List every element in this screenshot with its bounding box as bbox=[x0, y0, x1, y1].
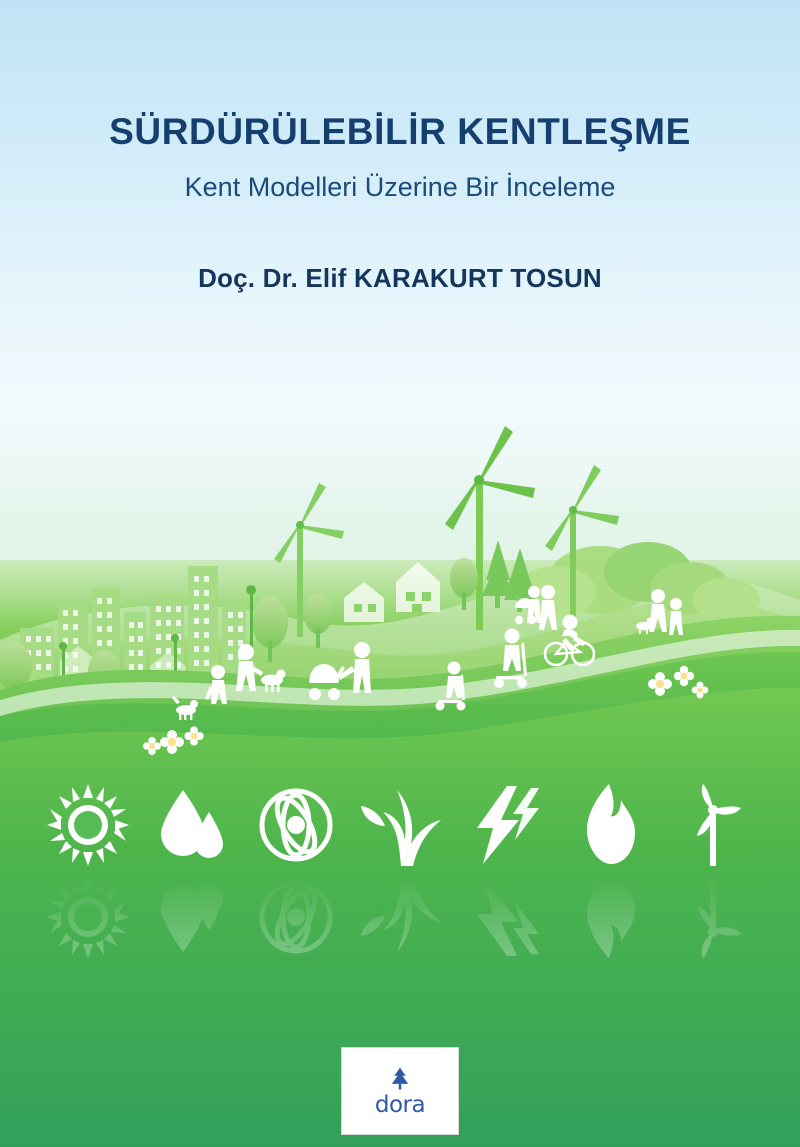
atom-icon-reflection bbox=[253, 874, 339, 960]
leaf-sprout-icon-reflection bbox=[357, 874, 443, 960]
sun-icon-reflection bbox=[45, 874, 131, 960]
wind-turbine-icon-reflection bbox=[669, 874, 755, 960]
publisher-logo bbox=[341, 1047, 459, 1135]
page-title: SÜRDÜRÜLEBİLİR KENTLEŞME bbox=[109, 111, 691, 152]
wind-turbine-icon bbox=[669, 782, 755, 868]
sun-icon bbox=[45, 782, 131, 868]
water-drop-icon-reflection bbox=[149, 874, 235, 960]
icon-cell-atom bbox=[253, 782, 339, 952]
icon-cell-leaf bbox=[357, 782, 443, 952]
lightning-bolt-icon bbox=[461, 782, 547, 868]
dora-bird-icon bbox=[387, 1066, 413, 1092]
atom-icon bbox=[253, 782, 339, 868]
icon-cell-lightning bbox=[461, 782, 547, 952]
lightning-bolt-icon-reflection bbox=[461, 874, 547, 960]
author-name: Doç. Dr. Elif KARAKURT TOSUN bbox=[198, 263, 602, 294]
icon-cell-wind bbox=[669, 782, 755, 952]
flame-icon bbox=[565, 782, 651, 868]
flame-icon-reflection bbox=[565, 874, 651, 960]
icon-cell-water bbox=[149, 782, 235, 952]
leaf-sprout-icon bbox=[357, 782, 443, 868]
icon-cell-flame bbox=[565, 782, 651, 952]
water-drop-icon bbox=[149, 782, 235, 868]
icon-cell-sun bbox=[45, 782, 131, 952]
publisher-name: dora bbox=[374, 1091, 426, 1118]
energy-icon-row bbox=[0, 782, 800, 952]
book-subtitle: Kent Modelleri Üzerine Bir İnceleme bbox=[184, 171, 616, 202]
title-block bbox=[0, 112, 800, 294]
